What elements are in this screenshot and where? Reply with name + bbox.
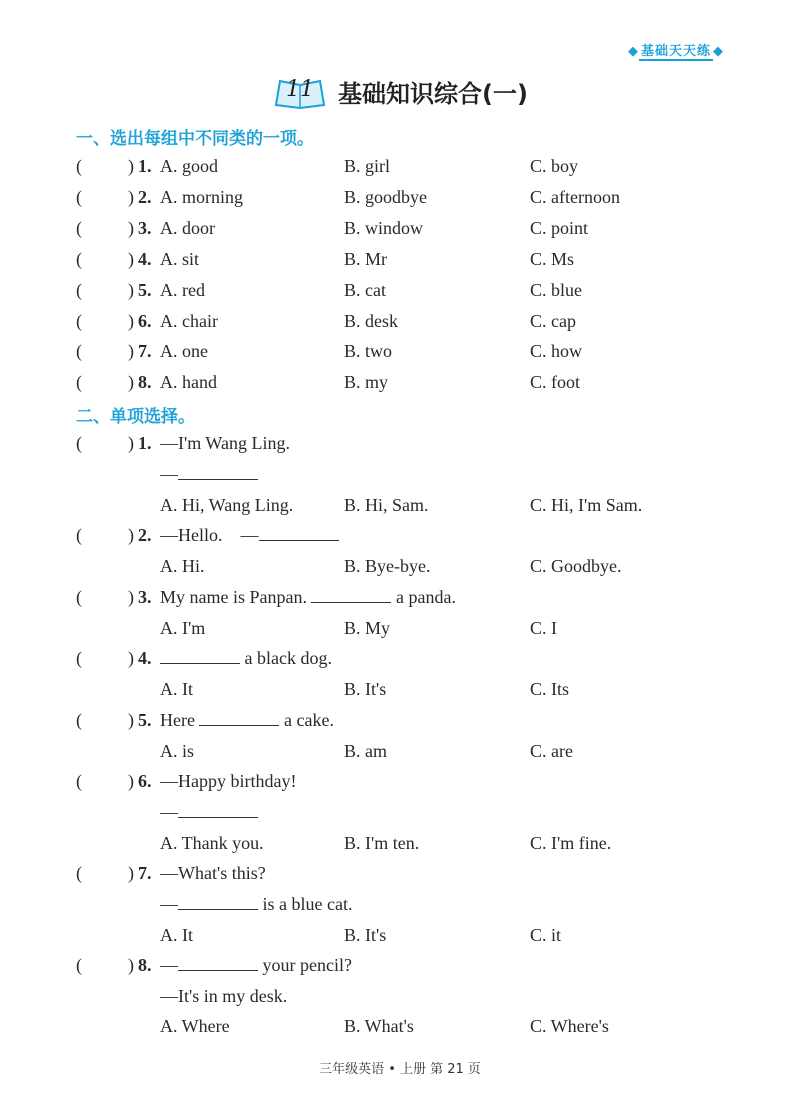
option-a: A. It <box>160 925 193 945</box>
page-title: 基础知识综合(一) <box>338 80 528 108</box>
option-c: C. I'm fine. <box>530 833 612 853</box>
option-b: B. my <box>344 372 389 392</box>
question-text: —Happy birthday! <box>160 771 297 791</box>
question-number: 6. <box>138 771 152 791</box>
option-a: A. door <box>160 218 215 238</box>
option-a: A. one <box>160 341 208 361</box>
answer-paren-close: ) <box>128 710 134 730</box>
answer-paren-open[interactable]: ( <box>76 372 82 392</box>
section2-heading: 二、单项选择。 <box>76 407 195 427</box>
answer-paren-close: ) <box>128 771 134 791</box>
dash: — <box>160 955 178 975</box>
answer-line <box>160 802 258 823</box>
option-b: B. cat <box>344 280 386 300</box>
answer-paren-close: ) <box>128 587 134 607</box>
question-text-end: a cake. <box>283 710 334 730</box>
answer-paren-close: ) <box>128 311 134 331</box>
question-text: My name is Panpan. <box>160 587 307 607</box>
lesson-number-badge <box>272 75 328 109</box>
option-a: A. is <box>160 741 195 761</box>
question-text: Here <box>160 710 195 730</box>
option-a: A. It <box>160 679 193 699</box>
dash: — <box>240 525 259 545</box>
question-number: 2. <box>138 187 152 207</box>
question-text: —Hello. <box>160 525 223 545</box>
header-tag: ◆ 基础天天练 ◆ <box>627 44 724 59</box>
option-c: C. point <box>530 218 589 238</box>
option-c: C. how <box>530 341 583 361</box>
option-b: B. window <box>344 218 424 238</box>
option-a: A. Hi, Wang Ling. <box>160 495 294 515</box>
option-c: C. boy <box>530 156 579 176</box>
option-b: B. two <box>344 341 393 361</box>
option-c: C. Hi, I'm Sam. <box>530 495 643 515</box>
question-number: 7. <box>138 341 152 361</box>
option-c: C. Goodbye. <box>530 556 622 576</box>
option-b: B. I'm ten. <box>344 833 420 853</box>
answer-paren-close: ) <box>128 187 134 207</box>
answer-paren-close: ) <box>128 863 134 883</box>
question-number: 8. <box>138 372 152 392</box>
option-a: A. Where <box>160 1016 230 1036</box>
question-text: your pencil? <box>262 955 352 975</box>
answer-paren-open[interactable]: ( <box>76 187 82 207</box>
answer-blank[interactable] <box>259 526 339 541</box>
answer-line: —It's in my desk. <box>160 986 288 1006</box>
answer-blank[interactable] <box>178 465 258 480</box>
option-a: A. good <box>160 156 218 176</box>
dash: — <box>160 802 178 822</box>
option-c: C. Its <box>530 679 570 699</box>
answer-blank[interactable] <box>160 649 240 664</box>
answer-paren-open[interactable]: ( <box>76 587 82 607</box>
question-number: 5. <box>138 710 152 730</box>
answer-line <box>160 464 258 485</box>
option-c: C. foot <box>530 372 581 392</box>
dash: — <box>160 464 178 484</box>
question-number: 7. <box>138 863 152 883</box>
answer-blank[interactable] <box>178 895 258 910</box>
question-number: 8. <box>138 955 152 975</box>
option-a: A. red <box>160 280 205 300</box>
question-number: 3. <box>138 218 152 238</box>
answer-paren-open[interactable]: ( <box>76 311 82 331</box>
header-tag-text: 基础天天练 <box>640 44 711 59</box>
option-b: B. desk <box>344 311 398 331</box>
answer-paren-close: ) <box>128 955 134 975</box>
dash: — <box>160 894 178 914</box>
answer-paren-close: ) <box>128 341 134 361</box>
option-b: B. My <box>344 618 391 638</box>
answer-paren-close: ) <box>128 372 134 392</box>
page-footer: 三年级英语 • 上册 第 21 页 <box>319 1062 481 1077</box>
question-text: —What's this? <box>160 863 266 883</box>
option-b: B. Hi, Sam. <box>344 495 429 515</box>
answer-blank[interactable] <box>178 956 258 971</box>
option-c: C. I <box>530 618 557 638</box>
answer-paren-close: ) <box>128 249 134 269</box>
option-b: B. am <box>344 741 387 761</box>
answer-paren-close: ) <box>128 280 134 300</box>
answer-paren-close: ) <box>128 433 134 453</box>
answer-paren-close: ) <box>128 156 134 176</box>
question-number: 4. <box>138 249 152 269</box>
title-bar <box>0 74 800 114</box>
option-c: C. afternoon <box>530 187 620 207</box>
option-c: C. Ms <box>530 249 575 269</box>
answer-paren-open[interactable]: ( <box>76 955 82 975</box>
answer-paren-open[interactable]: ( <box>76 710 82 730</box>
answer-paren-open[interactable]: ( <box>76 648 82 668</box>
answer-line <box>160 894 352 915</box>
option-a: A. chair <box>160 311 218 331</box>
answer-paren-open[interactable]: ( <box>76 156 82 176</box>
answer-paren-open[interactable]: ( <box>76 525 82 545</box>
answer-paren-open[interactable]: ( <box>76 863 82 883</box>
answer-blank[interactable] <box>178 803 258 818</box>
answer-blank[interactable] <box>199 711 279 726</box>
option-a: A. sit <box>160 249 200 269</box>
section1-heading: 一、选出每组中不同类的一项。 <box>76 129 314 149</box>
option-c: C. it <box>530 925 562 945</box>
question-number: 5. <box>138 280 152 300</box>
option-c: C. Where's <box>530 1016 609 1036</box>
question-text: a black dog. <box>244 648 332 668</box>
answer-paren-open[interactable]: ( <box>76 249 82 269</box>
answer-blank[interactable] <box>311 588 391 603</box>
answer-paren-open[interactable]: ( <box>76 341 82 361</box>
option-b: B. What's <box>344 1016 414 1036</box>
question-number: 1. <box>138 433 152 453</box>
option-a: A. I'm <box>160 618 206 638</box>
question-number: 4. <box>138 648 152 668</box>
answer-paren-close: ) <box>128 648 134 668</box>
question-text-end: is a blue cat. <box>262 894 353 914</box>
answer-paren-open[interactable]: ( <box>76 771 82 791</box>
option-b: B. girl <box>344 156 391 176</box>
answer-paren-close: ) <box>128 525 134 545</box>
question-text-end: a panda. <box>395 587 456 607</box>
question-text: —I'm Wang Ling. <box>160 433 290 453</box>
question-number: 6. <box>138 311 152 331</box>
option-c: C. cap <box>530 311 576 331</box>
answer-paren-close: ) <box>128 218 134 238</box>
question-number: 1. <box>138 156 152 176</box>
lesson-number: 11 <box>286 76 315 102</box>
option-b: B. It's <box>344 679 387 699</box>
option-b: B. It's <box>344 925 387 945</box>
answer-paren-open[interactable]: ( <box>76 433 82 453</box>
question-number: 3. <box>138 587 152 607</box>
option-b: B. Bye-bye. <box>344 556 431 576</box>
option-a: A. morning <box>160 187 243 207</box>
option-c: C. are <box>530 741 573 761</box>
option-a: A. hand <box>160 372 217 392</box>
option-a: A. Hi. <box>160 556 205 576</box>
option-b: B. Mr <box>344 249 388 269</box>
answer-paren-open[interactable]: ( <box>76 218 82 238</box>
option-b: B. goodbye <box>344 187 427 207</box>
option-c: C. blue <box>530 280 582 300</box>
question-number: 2. <box>138 525 152 545</box>
answer-paren-open[interactable]: ( <box>76 280 82 300</box>
option-a: A. Thank you. <box>160 833 264 853</box>
